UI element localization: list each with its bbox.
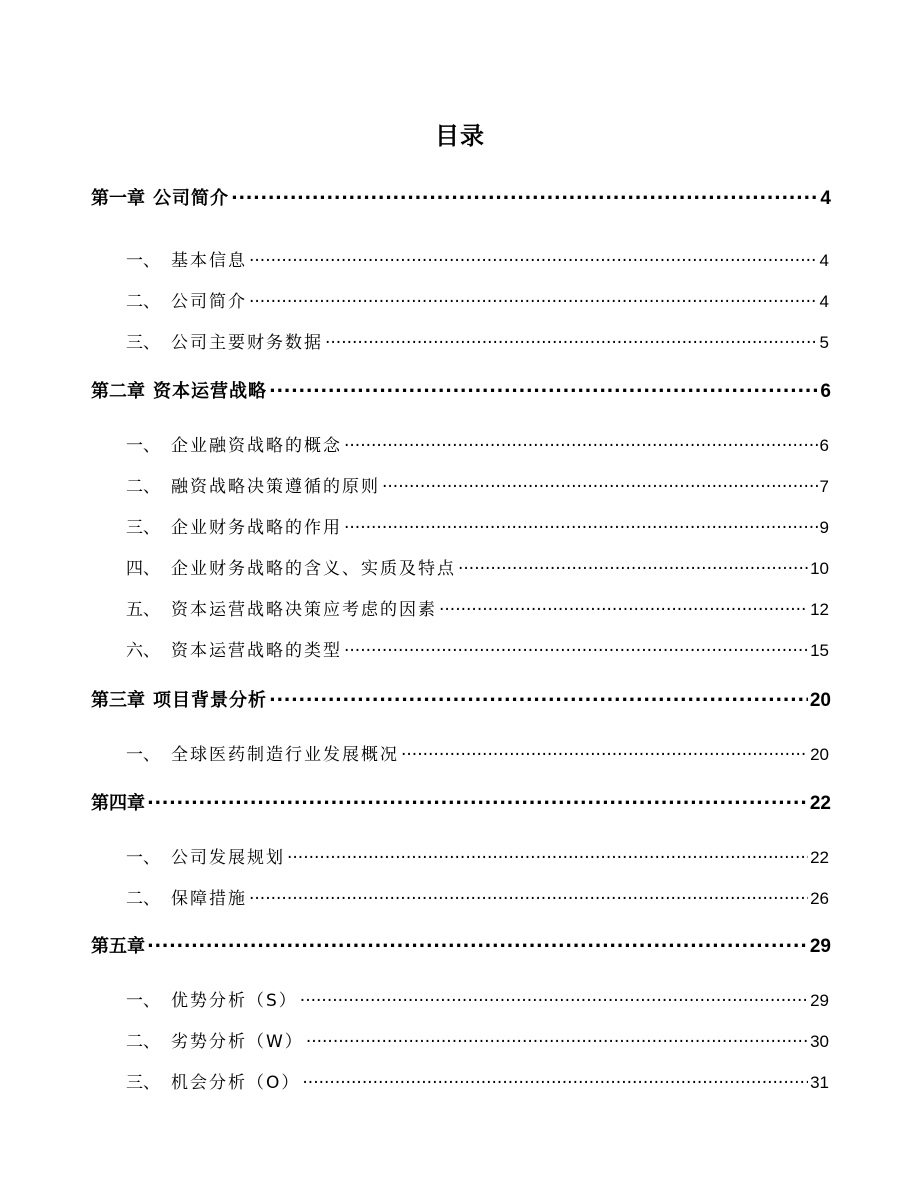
toc-section-title: 基本信息: [171, 251, 247, 271]
toc-section-number: 一、: [126, 251, 160, 271]
toc-leader-dots: [300, 989, 808, 1006]
toc-leader-dots: [147, 934, 808, 952]
toc-page-number: 6: [820, 381, 831, 402]
toc-page-number: 31: [810, 1073, 829, 1092]
toc-entry-chapter-4[interactable]: [91, 789, 831, 815]
toc-page-number: 12: [810, 600, 829, 619]
toc-section-number: 一、: [126, 848, 160, 868]
toc-leader-dots: [344, 516, 818, 533]
toc-section-number: 一、: [126, 991, 160, 1011]
toc-section-title: 公司简介: [171, 292, 247, 312]
toc-entry-section[interactable]: [126, 986, 829, 1011]
toc-leader-dots: [231, 186, 818, 204]
toc-page-number: 5: [819, 333, 829, 352]
toc-chapter-number: 第二章: [91, 381, 145, 402]
toc-section-title: 机会分析（O）: [171, 1073, 301, 1093]
toc-chapter-title: 公司简介: [153, 188, 229, 209]
toc-page-number: 9: [819, 518, 829, 537]
toc-section-title: 资本运营战略决策应考虑的因素: [171, 600, 437, 620]
toc-entry-section[interactable]: [126, 1068, 829, 1093]
toc-section-number: 三、: [126, 1073, 160, 1093]
toc-page-number: 20: [809, 690, 831, 711]
toc-page-number: 22: [810, 848, 829, 867]
toc-title: 目录: [435, 122, 485, 150]
toc-entry-section[interactable]: [126, 246, 829, 271]
toc-section-number: 三、: [126, 333, 160, 353]
toc-entry-section[interactable]: [126, 472, 829, 497]
toc-page-number: 4: [819, 251, 829, 270]
toc-leader-dots: [344, 639, 808, 656]
toc-entry-chapter-3[interactable]: [91, 686, 831, 712]
toc-section-number: 五、: [126, 600, 160, 620]
toc-leader-dots: [287, 846, 808, 863]
toc-section-number: 一、: [126, 436, 160, 456]
toc-entry-section[interactable]: [126, 884, 829, 909]
toc-leader-dots: [147, 791, 808, 809]
toc-section-title: 全球医药制造行业发展概况: [171, 745, 399, 765]
toc-leader-dots: [249, 290, 818, 307]
toc-chapter-number: 第四章: [91, 793, 145, 814]
toc-entry-chapter-1[interactable]: [91, 184, 831, 210]
toc-page-number: 29: [810, 991, 829, 1010]
toc-entry-section[interactable]: [126, 636, 829, 661]
toc-leader-dots: [325, 331, 818, 348]
toc-section-number: 二、: [126, 889, 160, 909]
toc-page-number: 4: [820, 188, 831, 209]
toc-page-number: 7: [819, 477, 829, 496]
toc-chapter-title: 项目背景分析: [153, 690, 267, 711]
toc-leader-dots: [249, 887, 808, 904]
toc-section-number: 二、: [126, 477, 160, 497]
toc-chapter-number: 第三章: [91, 690, 145, 711]
toc-page-number: 26: [810, 889, 829, 908]
toc-entry-section[interactable]: [126, 287, 829, 312]
toc-entry-section[interactable]: [126, 554, 829, 579]
toc-page-number: 30: [810, 1032, 829, 1051]
toc-chapter-title: 资本运营战略: [153, 381, 267, 402]
toc-page-number: 6: [819, 436, 829, 455]
toc-leader-dots: [382, 475, 818, 492]
toc-section-title: 保障措施: [171, 889, 247, 909]
toc-chapter-number: 第五章: [91, 936, 145, 957]
toc-leader-dots: [249, 249, 818, 266]
toc-section-number: 三、: [126, 518, 160, 538]
toc-section-number: 二、: [126, 1032, 160, 1052]
toc-section-title: 公司发展规划: [171, 848, 285, 868]
toc-leader-dots: [458, 557, 808, 574]
toc-entry-section[interactable]: [126, 843, 829, 868]
toc-leader-dots: [269, 688, 808, 706]
toc-entry-chapter-5[interactable]: [91, 932, 831, 958]
toc-chapter-number: 第一章: [91, 188, 145, 209]
toc-leader-dots: [306, 1030, 808, 1047]
toc-page-number: 22: [809, 793, 831, 814]
toc-leader-dots: [344, 434, 818, 451]
toc-section-title: 公司主要财务数据: [171, 333, 323, 353]
toc-section-title: 企业融资战略的概念: [171, 436, 342, 456]
toc-page-number: 20: [810, 745, 829, 764]
toc-entry-section[interactable]: [126, 513, 829, 538]
toc-section-title: 企业财务战略的作用: [171, 518, 342, 538]
toc-page-number: 29: [809, 936, 831, 957]
toc-page-number: 15: [810, 641, 829, 660]
toc-page-number: 4: [819, 292, 829, 311]
toc-section-title: 优势分析（S）: [171, 991, 298, 1011]
toc-entry-section[interactable]: [126, 1027, 829, 1052]
toc-leader-dots: [439, 598, 808, 615]
toc-section-number: 一、: [126, 745, 160, 765]
toc-entry-section[interactable]: [126, 595, 829, 620]
toc-leader-dots: [269, 379, 818, 397]
toc-leader-dots: [401, 743, 808, 760]
toc-entry-section[interactable]: [126, 431, 829, 456]
toc-section-title: 企业财务战略的含义、实质及特点: [171, 559, 456, 579]
toc-section-number: 四、: [126, 559, 160, 579]
toc-leader-dots: [302, 1071, 808, 1088]
toc-section-title: 劣势分析（W）: [171, 1032, 304, 1052]
toc-section-number: 二、: [126, 292, 160, 312]
toc-entry-chapter-2[interactable]: [91, 377, 831, 403]
toc-entry-section[interactable]: [126, 328, 829, 353]
toc-page-number: 10: [810, 559, 829, 578]
toc-section-title: 融资战略决策遵循的原则: [171, 477, 380, 497]
toc-section-number: 六、: [126, 641, 160, 661]
toc-section-title: 资本运营战略的类型: [171, 641, 342, 661]
toc-entry-section[interactable]: [126, 740, 829, 765]
